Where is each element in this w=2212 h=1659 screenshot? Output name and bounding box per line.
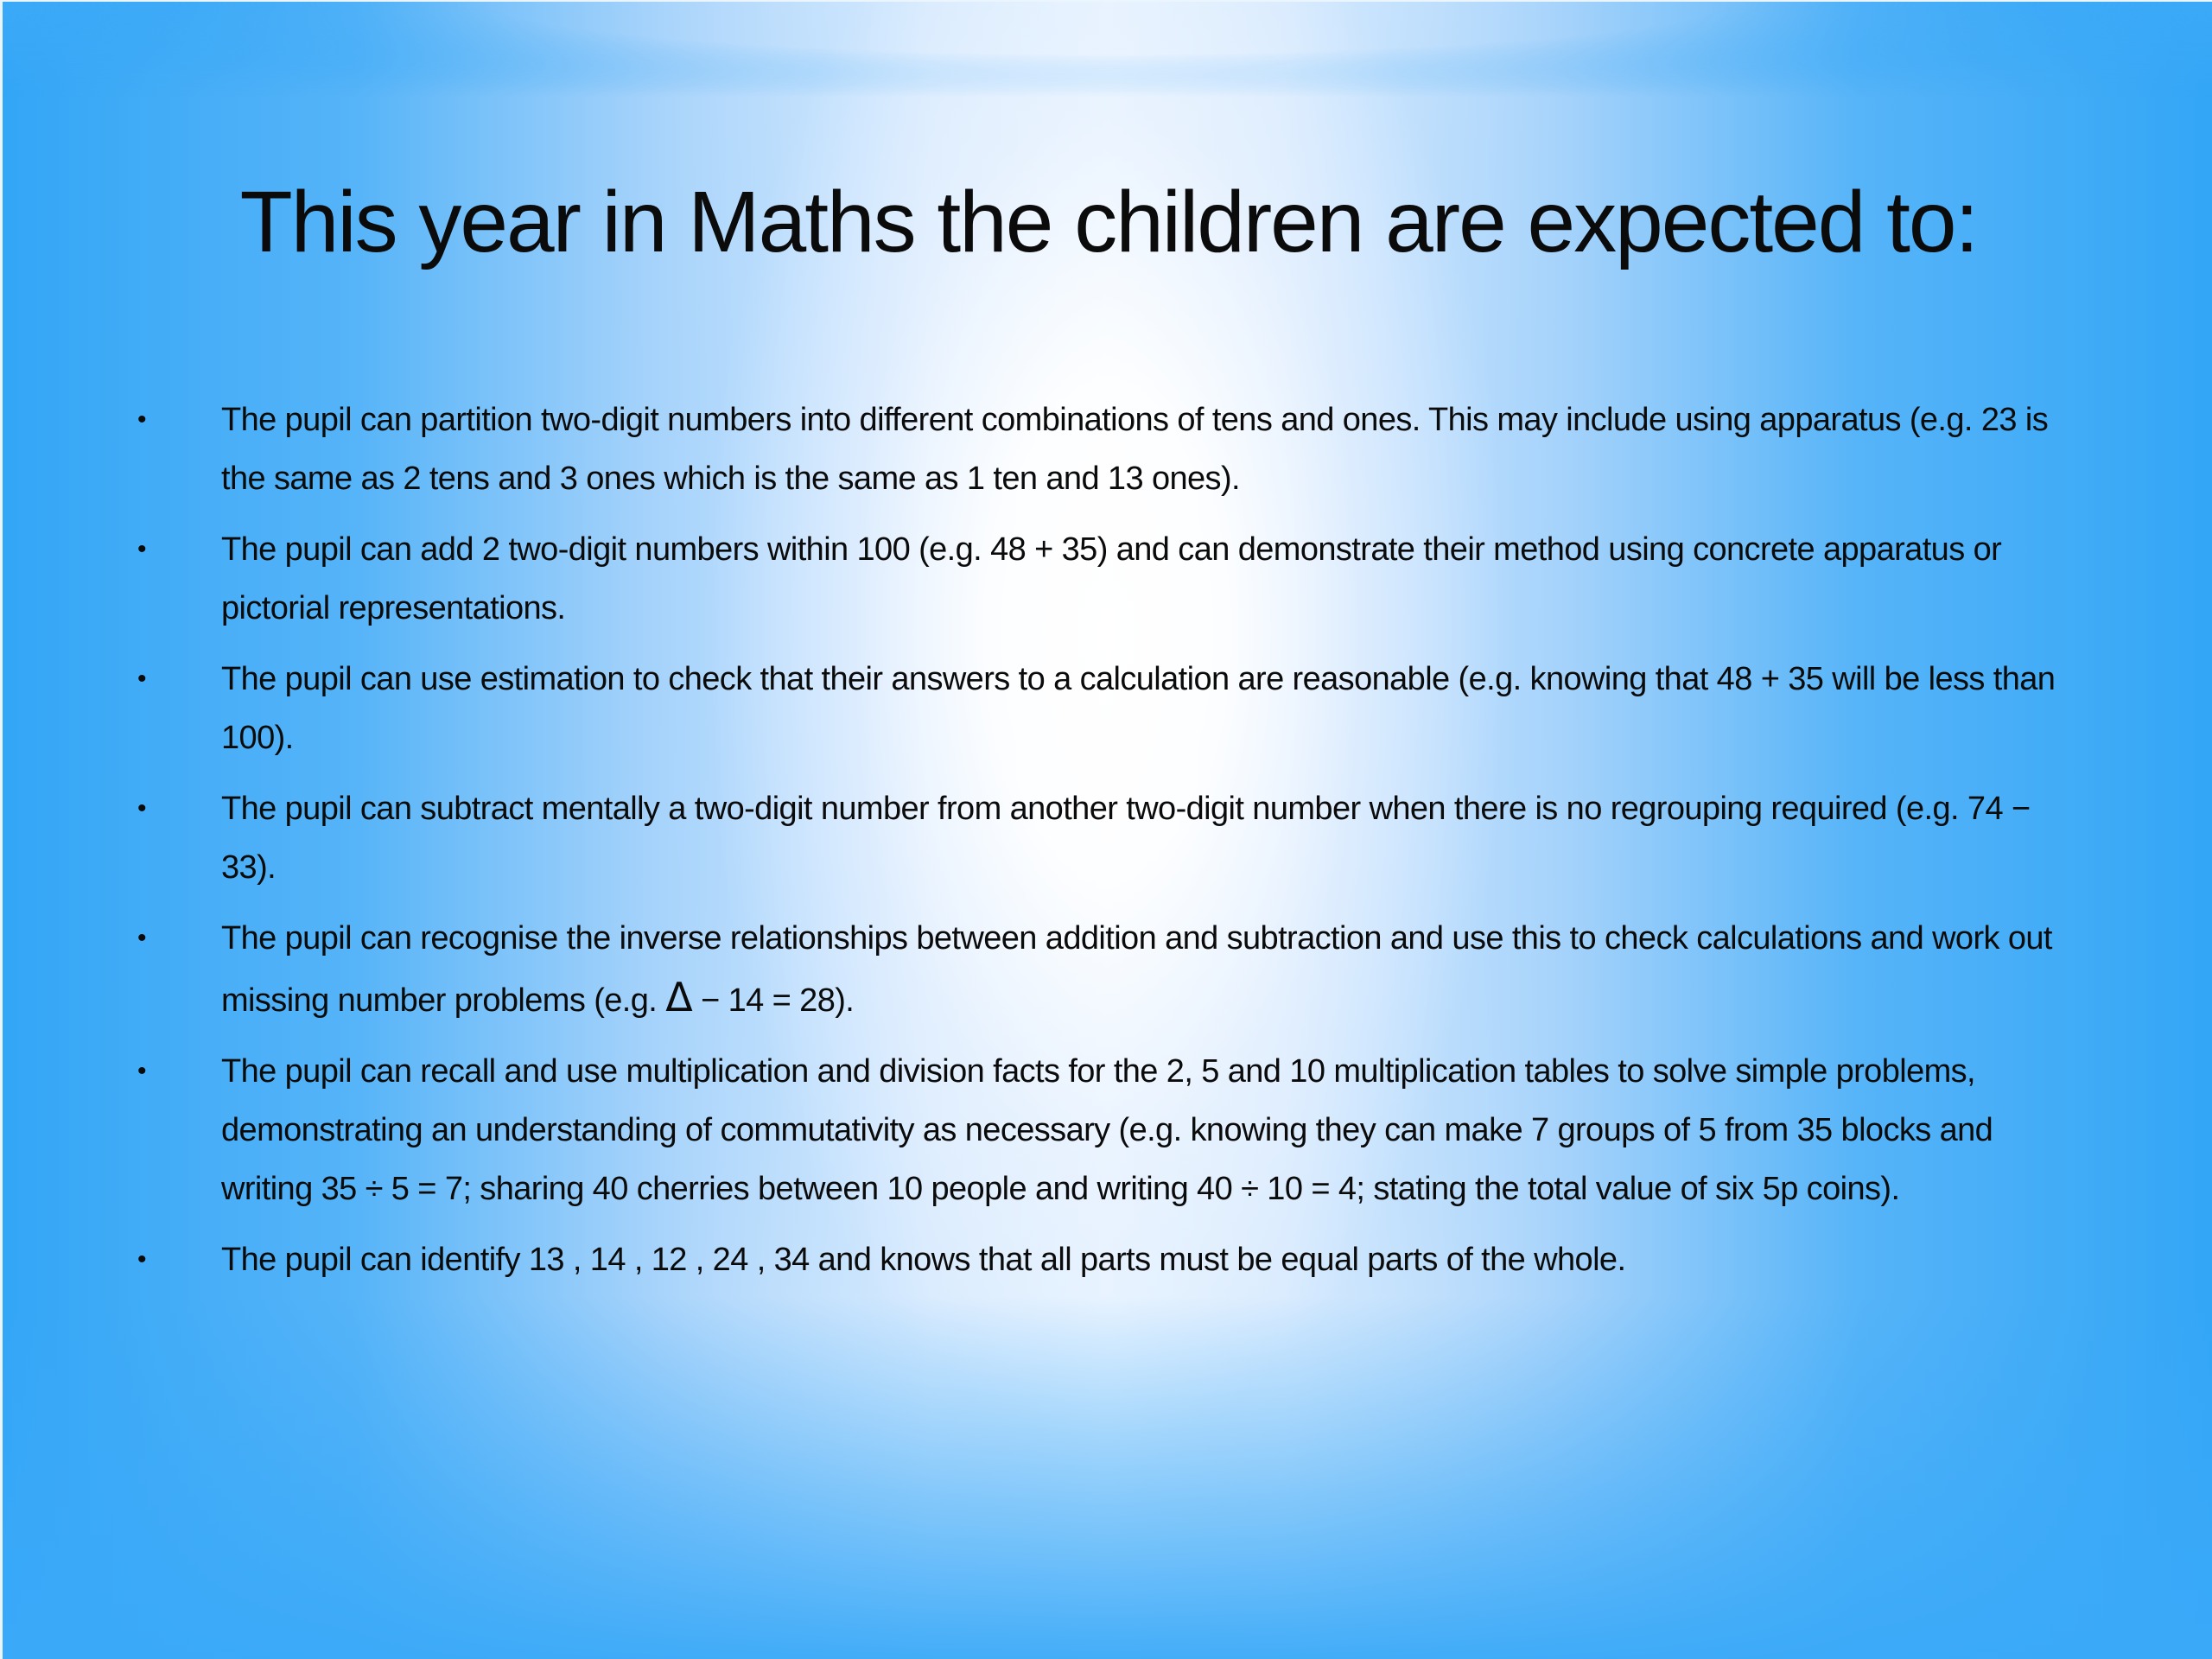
list-item-text: The pupil can subtract mentally a two-digit number from another two-digit number when there is no regrouping required (e.g. 74 − 33). [221, 791, 2031, 886]
list-item [132, 391, 2085, 508]
list-item [132, 909, 2085, 1030]
list-item-text: The pupil can recall and use multiplication and division facts for the 2, 5 and 10 multiplication tables to solve simple problems, demonstrating an understanding of commutativity as necessary (e.g. knowing they can make 7 groups of 5 from 35 blocks and writing 35 ÷ 5 = 7; sharing 40 cherries between 10 people and writing 40 ÷ 10 = 4; stating the total value of six 5p coins). [221, 1053, 1993, 1207]
list-item-text: The pupil can partition two-digit numbers into different combinations of tens and ones. This may include using apparatus (e.g. 23 is the same as 2 tens and 3 ones which is the same as 1 ten and 13 ones). [221, 402, 2049, 497]
list-item [132, 1230, 2085, 1289]
bullet-icon: • [137, 405, 146, 434]
list-item [132, 650, 2085, 767]
list-item [132, 1042, 2085, 1218]
list-item-text-start: The pupil can recognise the inverse relationships between addition and subtraction and use this to check calculations and work out missing number problems (e.g. [221, 920, 2052, 1019]
slide-title: This year in Maths the children are expected to: [239, 174, 1978, 270]
bullet-list [132, 391, 2085, 1301]
list-item-text: The pupil can use estimation to check that their answers to a calculation are reasonable (e.g. knowing that 48 + 35 will be less than 100). [221, 661, 2056, 756]
list-item-text: The pupil can add 2 two-digit numbers within 100 (e.g. 48 + 35) and can demonstrate their method using concrete apparatus or pictorial representations. [221, 531, 2002, 626]
triangle-symbol: Δ [665, 974, 693, 1020]
list-item-text: The pupil can identify 13 , 14 , 12 , 24 , 34 and knows that all parts must be equal parts of the whole. [221, 1242, 1626, 1278]
list-item-text-end: − 14 = 28). [692, 982, 855, 1019]
list-item [132, 779, 2085, 897]
bullet-icon: • [137, 1245, 146, 1274]
bullet-icon: • [137, 1057, 146, 1085]
bullet-icon: • [137, 535, 146, 563]
bullet-icon: • [137, 664, 146, 693]
bullet-icon: • [137, 794, 146, 823]
bullet-icon: • [137, 924, 146, 952]
list-item [132, 520, 2085, 638]
